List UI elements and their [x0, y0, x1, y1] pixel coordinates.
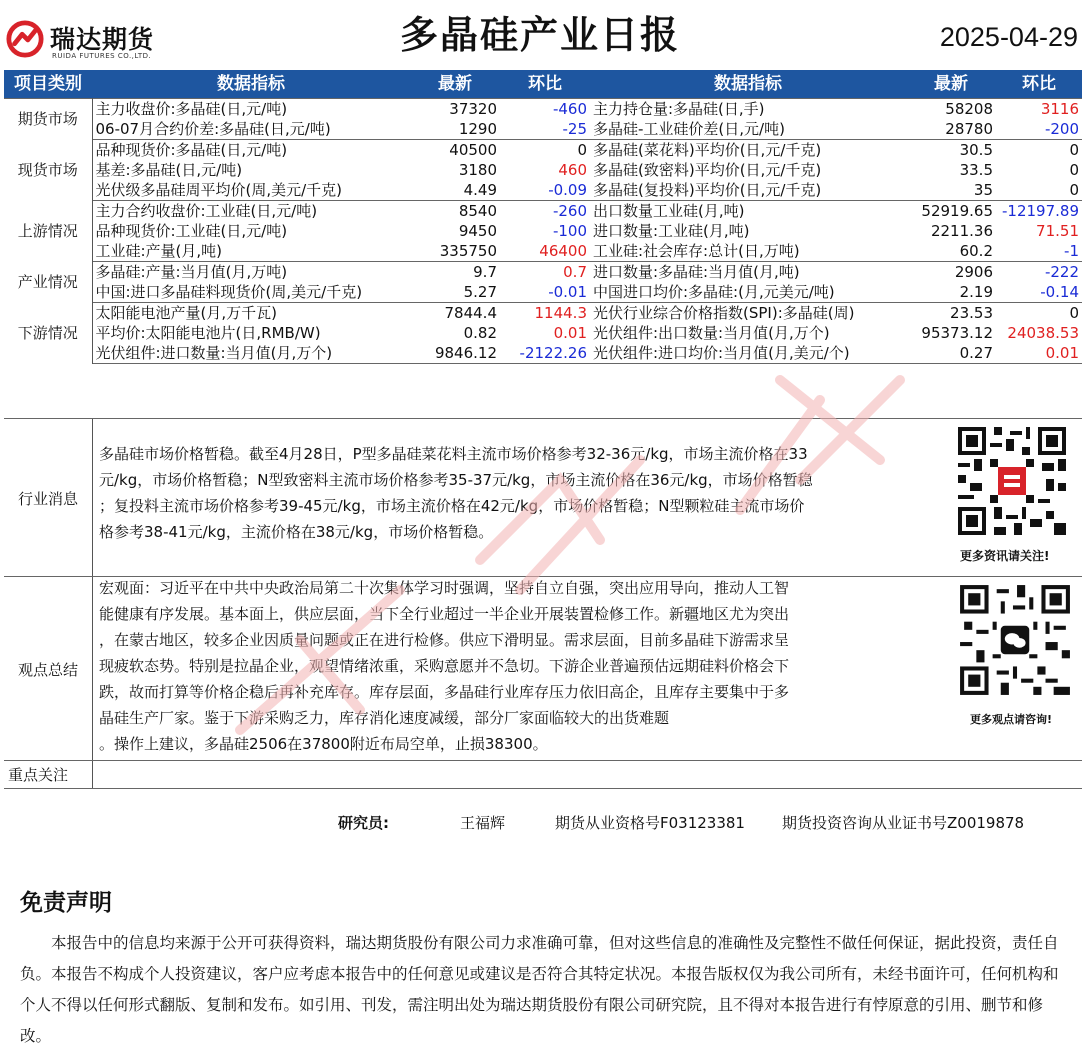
header-category: 项目类别 [4, 70, 92, 99]
change-value-cell: -100 [552, 222, 587, 240]
header-change-left: 环比 [500, 70, 590, 99]
change-value-cell: 0 [996, 180, 1082, 201]
latest-value-cell: 3180 [458, 161, 497, 179]
indicator-name-cell: 光伏行业综合价格指数(SPI):多晶硅(周) [593, 304, 855, 322]
latest-value-cell: 9846.12 [410, 343, 500, 364]
change-value-cell: -12197.89 [1002, 202, 1079, 220]
industry-news-label: 行业消息 [4, 419, 93, 577]
summary-line: ，在蒙古地区，较多企业因质量问题或正在进行检修。供应下滑明显。需求层面，目前多晶硅下游需求呈 [99, 631, 790, 649]
change-value-cell: 0 [1069, 161, 1079, 179]
indicator-name-cell: 品种现货价:多晶硅(日,元/吨) [95, 141, 288, 159]
industry-news-section [4, 418, 1082, 577]
latest-value-cell: 40500 [449, 141, 497, 159]
logo-english-name: RUIDA FUTURES CO.,LTD. [52, 52, 152, 60]
latest-value-cell: 30.5 [959, 141, 993, 159]
disclaimer-text: 本报告中的信息均来源于公开可获得资料，瑞达期货股份有限公司力求准确可靠，但对这些信息的准确性及完整性不做任何保证，据此投资，责任自负。本报告不构成个人投资建议，客户应考虑本报告中的任何意见或建议是否符合其特定状况。本报告版权仅为我公司所有，未经书面许可，任何机构和个人不得以任何形式翻版、复制和发布。如引用、刊发，需注明出处为瑞达期货股份有限公司研究院，且不得对本报告进行有悖原意的引用、删节和修改。 [20, 934, 1059, 1045]
summary-qr-caption: 更多观点请咨询! [970, 713, 1053, 726]
indicator-name-cell: 中国进口均价:多晶硅:(月,元美元/吨) [590, 282, 906, 303]
table-row [4, 201, 1082, 222]
table-body [4, 99, 1082, 364]
summary-line: 晶硅生产厂家。鉴于下游采购乏力，库存消化速度减缓，部分厂家面临较大的出货难题 [99, 709, 670, 727]
latest-value-cell: 5.27 [410, 282, 500, 303]
industry-news-text [99, 441, 899, 545]
indicator-name-cell: 多晶硅(菜花料)平均价(日,元/千克) [593, 141, 822, 159]
latest-value-cell: 0.82 [463, 324, 497, 342]
ruida-logo-icon [6, 20, 44, 58]
researcher-license: 期货从业资格号F03123381 [555, 814, 745, 832]
change-value-cell: -25 [500, 119, 590, 140]
change-value-cell: -1 [996, 241, 1082, 262]
table-row [4, 160, 1082, 180]
change-value-cell: -0.14 [996, 282, 1082, 303]
wechat-qr-code-icon[interactable] [956, 581, 1074, 699]
latest-value-cell: 9450 [458, 222, 497, 240]
latest-value-cell: 335750 [410, 241, 500, 262]
change-value-cell: 24038.53 [1007, 324, 1079, 342]
indicator-name-cell: 光伏组件:进口数量:当月值(月,万个) [92, 343, 410, 364]
report-title: 多晶硅产业日报 [399, 13, 680, 57]
change-value-cell: 1144.3 [534, 304, 587, 322]
indicator-name-cell: 太阳能电池产量(月,万千瓦) [95, 304, 277, 322]
header-latest-left: 最新 [410, 70, 500, 99]
indicator-name-cell: 主力收盘价:多晶硅(日,元/吨) [92, 99, 410, 120]
key-focus-section [4, 760, 1082, 789]
indicator-name-cell: 光伏组件:出口数量:当月值(月,万个) [593, 324, 830, 342]
category-cell: 现货市场 [4, 140, 92, 201]
table-header-row [4, 70, 1082, 99]
change-value-cell: -0.09 [500, 180, 590, 201]
latest-value-cell: 37320 [410, 99, 500, 120]
indicator-name-cell: 主力合约收盘价:工业硅(日,元/吨) [95, 202, 318, 220]
viewpoint-summary-text [99, 575, 899, 757]
indicator-name-cell: 工业硅:社会库存:总计(日,万吨) [590, 241, 906, 262]
latest-value-cell: 28780 [906, 119, 996, 140]
news-line: 格参考38-41元/kg，主流价格在38元/kg，市场价格暂稳。 [99, 523, 494, 541]
disclaimer-title: 免责声明 [20, 890, 112, 916]
latest-value-cell: 23.53 [950, 304, 993, 322]
change-value-cell: -2122.26 [500, 343, 590, 364]
latest-value-cell: 52919.65 [921, 202, 993, 220]
viewpoint-summary-label: 观点总结 [4, 577, 93, 761]
table-row [4, 303, 1082, 324]
change-value-cell: -0.01 [500, 282, 590, 303]
summary-line: 能健康有序发展。基本面上，供应层面，当下全行业超过一半企业开展装置检修工作。新疆地区尤为突出 [99, 605, 790, 623]
news-line: 元/kg，市场价格暂稳；N型致密料主流市场价格参考35-37元/kg，市场主流价格在36元/kg，市场价格暂稳 [99, 471, 813, 489]
header-indicator-left: 数据指标 [92, 70, 410, 99]
latest-value-cell: 35 [906, 180, 996, 201]
table-row [4, 140, 1082, 161]
indicator-name-cell: 中国:进口多晶硅料现货价(周,美元/千克) [92, 282, 410, 303]
category-cell: 上游情况 [4, 201, 92, 262]
researcher-label: 研究员: [338, 814, 389, 832]
category-cell: 下游情况 [4, 303, 92, 364]
table-row [4, 119, 1082, 140]
table-row [4, 323, 1082, 343]
indicator-name-cell: 工业硅:产量(月,吨) [92, 241, 410, 262]
change-value-cell: 0.7 [563, 263, 587, 281]
table-row [4, 99, 1082, 120]
indicator-table [4, 70, 1082, 364]
indicator-name-cell: 多晶硅-工业硅价差(日,元/吨) [590, 119, 906, 140]
indicator-name-cell: 多晶硅(致密料)平均价(日,元/千克) [593, 161, 822, 179]
indicator-name-cell: 平均价:太阳能电池片(日,RMB/W) [95, 324, 321, 342]
change-value-cell: 71.51 [1036, 222, 1079, 240]
table-row [4, 262, 1082, 283]
change-value-cell: -460 [500, 99, 590, 120]
indicator-name-cell: 光伏组件:进口均价:当月值(月,美元/个) [590, 343, 906, 364]
latest-value-cell: 0.27 [906, 343, 996, 364]
table-row [4, 221, 1082, 241]
report-date: 2025-04-29 [939, 22, 1078, 52]
latest-value-cell: 2906 [954, 263, 993, 281]
latest-value-cell: 9.7 [473, 263, 497, 281]
summary-line: 现疲软态势。特别是拉晶企业，观望情绪浓重，采购意愿并不急切。下游企业普遍预估远期硅料价格会下 [99, 657, 790, 675]
key-focus-label: 重点关注 [4, 761, 93, 788]
header-indicator-right: 数据指标 [590, 70, 906, 99]
company-logo [6, 18, 181, 64]
change-value-cell: -222 [1044, 263, 1079, 281]
category-cell: 期货市场 [4, 99, 92, 140]
latest-value-cell: 33.5 [959, 161, 993, 179]
change-value-cell: 460 [558, 161, 587, 179]
change-value-cell: -260 [552, 202, 587, 220]
change-value-cell: 46400 [500, 241, 590, 262]
latest-value-cell: 58208 [906, 99, 996, 120]
researcher-name: 王福辉 [460, 814, 506, 832]
latest-value-cell: 1290 [410, 119, 500, 140]
indicator-name-cell: 多晶硅(复投料)平均价(日,元/千克) [590, 180, 906, 201]
indicator-name-cell: 主力持仓量:多晶硅(日,手) [590, 99, 906, 120]
viewpoint-summary-section [4, 576, 1082, 761]
indicator-name-cell: 品种现货价:工业硅(日,元/吨) [95, 222, 288, 240]
indicator-name-cell: 多晶硅:产量:当月值(月,万吨) [95, 263, 288, 281]
summary-line: 跌，故而打算等价格企稳后再补充库存。库存层面，多晶硅行业库存压力依旧高企，且库存主要集中于多 [99, 683, 790, 701]
summary-line: 宏观面：习近平在中共中央政治局第二十次集体学习时强调，坚持自立自强，突出应用导向，推动人工智 [99, 579, 790, 597]
indicator-name-cell: 出口数量工业硅(月,吨) [593, 202, 745, 220]
change-value-cell: 3116 [996, 99, 1082, 120]
change-value-cell: -200 [996, 119, 1082, 140]
news-line: 多晶硅市场价格暂稳。截至4月28日，P型多晶硅菜花料主流市场价格参考32-36元/kg，市场主流价格在33 [99, 445, 808, 463]
latest-value-cell: 2211.36 [930, 222, 993, 240]
table-row [4, 282, 1082, 303]
indicator-name-cell: 光伏级多晶硅周平均价(周,美元/千克) [92, 180, 410, 201]
change-value-cell: 0.01 [996, 343, 1082, 364]
summary-line: 。操作上建议，多晶硅2506在37800附近布局空单，止损38300。 [99, 735, 548, 753]
indicator-name-cell: 进口数量:工业硅(月,吨) [593, 222, 750, 240]
latest-value-cell: 8540 [458, 202, 497, 220]
table-row [4, 241, 1082, 262]
news-line: ；复投料主流市场价格参考39-45元/kg，市场主流价格在42元/kg，市场价格暂稳；N型颗粒硅主流市场价 [99, 497, 805, 515]
latest-value-cell: 60.2 [906, 241, 996, 262]
header-latest-right: 最新 [906, 70, 996, 99]
indicator-name-cell: 基差:多晶硅(日,元/吨) [95, 161, 243, 179]
news-qr-caption: 更多资讯请关注! [960, 549, 1050, 563]
change-value-cell: 0 [1069, 141, 1079, 159]
indicator-name-cell: 进口数量:多晶硅:当月值(月,吨) [593, 263, 800, 281]
researcher-consult-license: 期货投资咨询从业证书号Z0019878 [782, 814, 1025, 832]
change-value-cell: 0 [1069, 304, 1079, 322]
latest-value-cell: 95373.12 [921, 324, 993, 342]
latest-value-cell: 4.49 [410, 180, 500, 201]
header-change-right: 环比 [996, 70, 1082, 99]
latest-value-cell: 7844.4 [444, 304, 497, 322]
table-row [4, 343, 1082, 364]
change-value-cell: 0 [577, 141, 587, 159]
qr-code-icon[interactable] [954, 423, 1070, 539]
table-row [4, 180, 1082, 201]
latest-value-cell: 2.19 [906, 282, 996, 303]
indicator-name-cell: 06-07月合约价差:多晶硅(日,元/吨) [92, 119, 410, 140]
category-cell: 产业情况 [4, 262, 92, 303]
change-value-cell: 0.01 [553, 324, 587, 342]
logo-chinese-name: 瑞达期货 [50, 25, 155, 54]
